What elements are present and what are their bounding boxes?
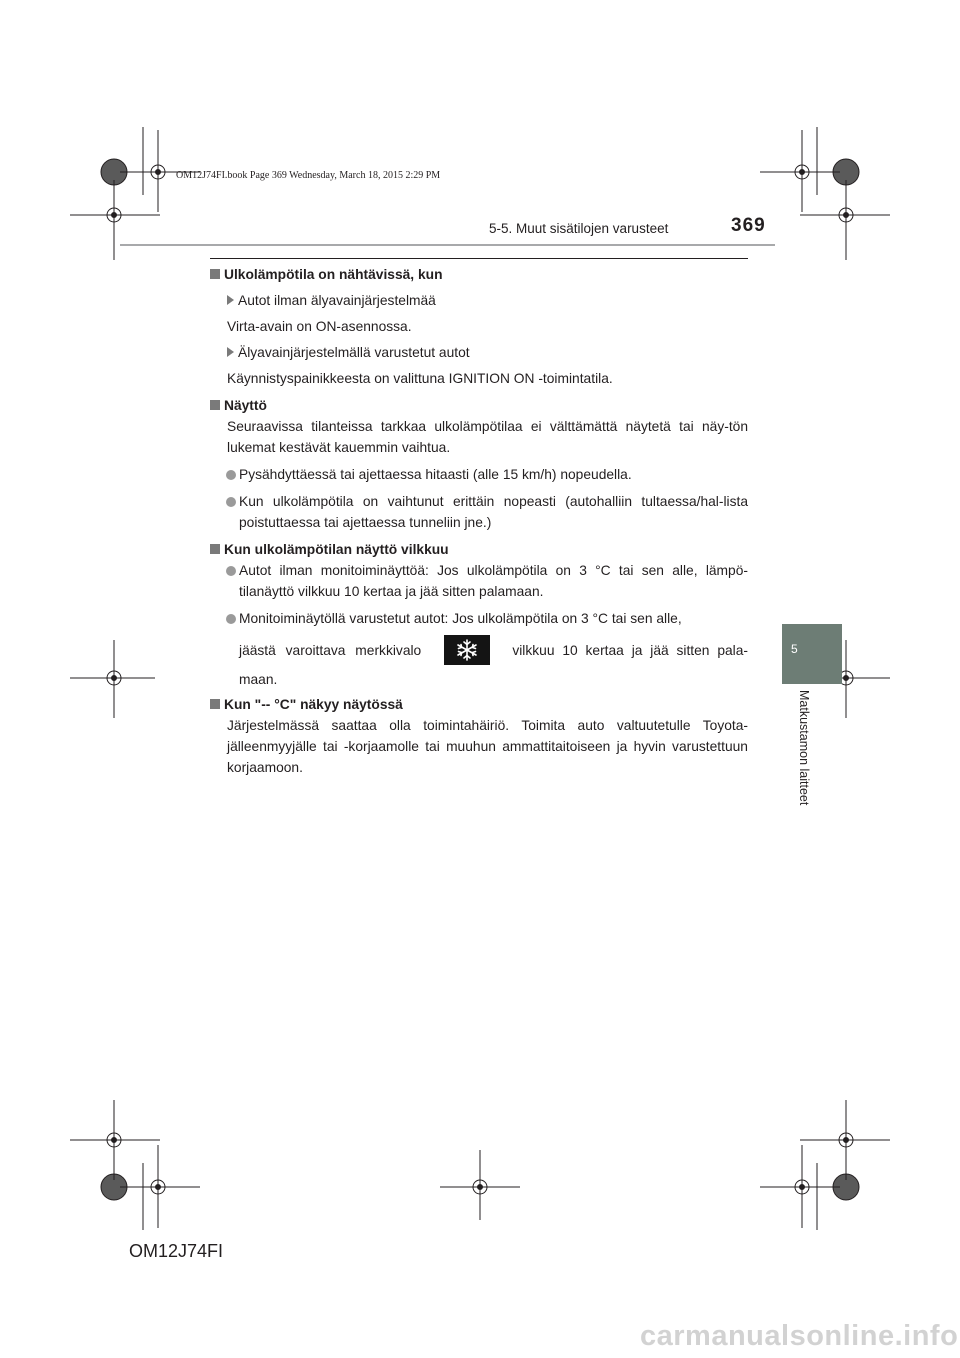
list-item-line bbox=[239, 635, 748, 665]
list-item: Autot ilman monitoiminäyttöä: Jos ulkolämpötila on 3 °C tai sen alle, lämpö-tilanäyttö vilkkuu 10 kertaa ja jää sitten palamaan. bbox=[210, 560, 748, 602]
crosshair-mark bbox=[800, 180, 890, 260]
round-bullet-icon bbox=[226, 566, 236, 576]
crosshair-mark bbox=[70, 640, 155, 718]
paragraph: Järjestelmässä saattaa olla toimintahäiriö. Toimita auto valtuutetulle Toyota-jälleenmyyjälle tai -korjaamolle tai muuhun ammattitaitoiseen ja hyvin varustettuun korjaamoon. bbox=[227, 718, 748, 775]
document-code: OM12J74FI bbox=[129, 1241, 224, 1261]
round-bullet-icon bbox=[226, 497, 236, 507]
round-bullet-icon bbox=[226, 614, 236, 624]
watermark: carmanualsonline.info bbox=[640, 1320, 959, 1352]
crosshair-mark bbox=[800, 1100, 890, 1180]
square-bullet-icon bbox=[210, 544, 220, 554]
snowflake-icon bbox=[444, 635, 490, 665]
sub-heading: Älyavainjärjestelmällä varustetut autot bbox=[210, 342, 748, 363]
round-bullet-icon bbox=[226, 470, 236, 480]
crosshair-mark bbox=[70, 180, 160, 260]
square-bullet-icon bbox=[210, 269, 220, 279]
chapter-number: 5 bbox=[791, 642, 798, 656]
paragraph: Seuraavissa tilanteissa tarkkaa ulkolämpötilaa ei välttämättä näytetä tai näy-tön lukemat kestävät kauemmin vaihtua. bbox=[227, 419, 748, 455]
crosshair-mark bbox=[760, 130, 840, 212]
sub-heading: Autot ilman älyavainjärjestelmää bbox=[210, 290, 748, 311]
page-number: 369 bbox=[731, 215, 766, 236]
square-bullet-icon bbox=[210, 400, 220, 410]
list-item: Pysähdyttäessä tai ajettaessa hitaasti (alle 15 km/h) nopeudella. bbox=[210, 464, 748, 485]
list-item-line: maan. bbox=[239, 672, 278, 687]
triangle-bullet-icon bbox=[227, 295, 234, 305]
section-heading: Ulkolämpötila on nähtävissä, kun bbox=[210, 264, 748, 285]
content-divider bbox=[210, 258, 748, 259]
section-heading: Kun ulkolämpötilan näyttö vilkkuu bbox=[210, 539, 748, 560]
print-info-line: OM12J74FI.book Page 369 Wednesday, March 18, 2015 2:29 PM bbox=[176, 170, 441, 181]
list-item-line: Monitoiminäytöllä varustetut autot: Jos ulkolämpötila on 3 °C tai sen alle, bbox=[239, 611, 682, 626]
header-section-title: 5-5. Muut sisätilojen varusteet bbox=[489, 221, 669, 236]
chapter-label: Matkustamon laitteet bbox=[797, 690, 811, 806]
header-divider bbox=[120, 244, 775, 246]
paragraph: Käynnistyspainikkeesta on valittuna IGNITION ON -toimintatila. bbox=[227, 371, 613, 386]
page-content bbox=[210, 262, 748, 778]
square-bullet-icon bbox=[210, 699, 220, 709]
section-heading: Kun "-- °C" näkyy näytössä bbox=[210, 694, 748, 715]
crosshair-mark bbox=[440, 1150, 520, 1220]
list-item-text: vilkkuu 10 kertaa ja jää sitten pala- bbox=[512, 642, 748, 658]
paragraph: Virta-avain on ON-asennossa. bbox=[227, 319, 412, 334]
crosshair-mark bbox=[760, 1145, 840, 1228]
crosshair-mark bbox=[120, 1145, 200, 1228]
section-heading: Näyttö bbox=[210, 395, 748, 416]
crosshair-mark bbox=[70, 1100, 160, 1180]
triangle-bullet-icon bbox=[227, 347, 234, 357]
list-item bbox=[210, 608, 748, 690]
list-item: Kun ulkolämpötila on vaihtunut erittäin nopeasti (autohalliin tultaessa/hal-lista poistuttaessa tai ajettaessa tunneliin jne.) bbox=[210, 491, 748, 533]
list-item-text: jäästä varoittava merkkivalo bbox=[239, 642, 422, 658]
